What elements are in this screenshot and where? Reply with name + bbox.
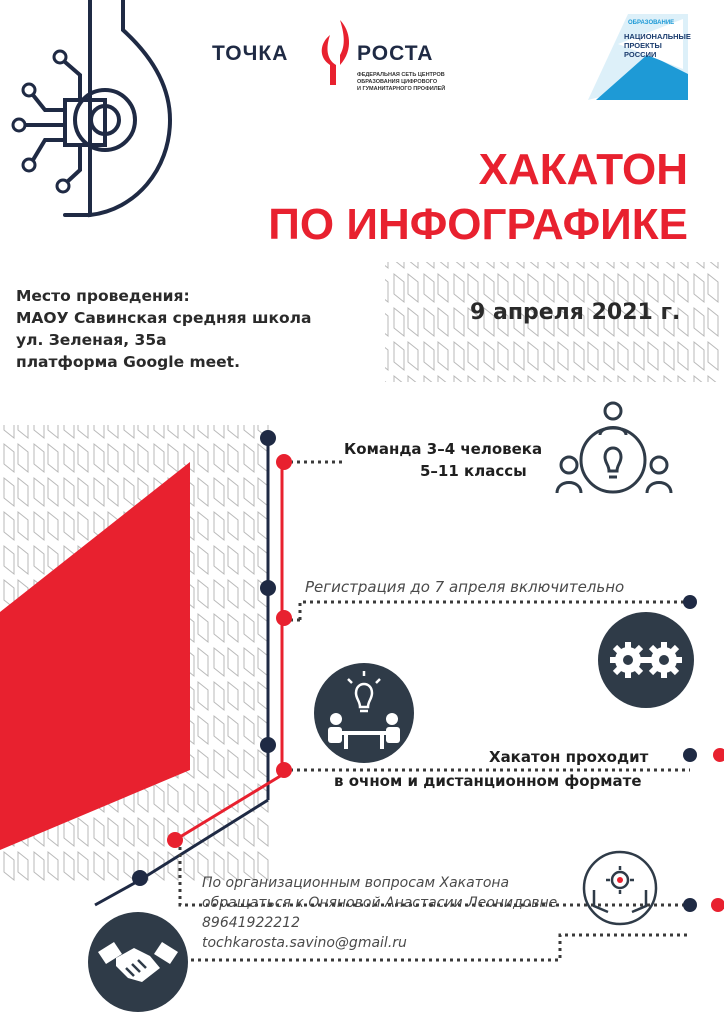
hands-gear-icon <box>582 850 658 926</box>
meeting-icon <box>314 663 414 763</box>
contact-block <box>202 873 557 953</box>
logo-main-text: ТОЧКА <box>212 42 289 65</box>
tochka-rosta-logo <box>212 42 288 66</box>
title-line-1: ХАКАТОН <box>478 145 688 194</box>
format-line-1: Хакатон проходит <box>489 748 649 766</box>
contact-phone: 89641922212 <box>202 915 300 931</box>
contact-line-2: обращаться к Оняновой Анастасии Леонидовне <box>202 895 558 911</box>
contact-line-1: По организационным вопросам Хакатона <box>202 875 510 891</box>
venue-platform: платформа Google meet. <box>16 353 240 371</box>
sprout-icon <box>316 15 356 85</box>
title-line-2: ПО ИНФОГРАФИКЕ <box>268 200 688 249</box>
venue-school: МАОУ Савинская средняя школа <box>16 309 312 327</box>
venue-address: ул. Зеленая, 35а <box>16 331 167 349</box>
venue-block <box>16 285 346 373</box>
registration-deadline: Регистрация до 7 апреля включительно <box>305 578 625 596</box>
format-line-2: в очном и дистанционном формате <box>334 772 642 790</box>
national-projects-badge: ОБРАЗОВАНИЕ НАЦИОНАЛЬНЫЕ ПРОЕКТЫ РОССИИ <box>588 14 688 100</box>
venue-label: Место проведения: <box>16 287 190 305</box>
lightbulb-circuit-icon <box>5 0 185 220</box>
contact-email[interactable]: tochkarosta.savino@gmail.ru <box>202 935 407 951</box>
logo-second: РОСТА <box>357 42 434 65</box>
logo-subtitle: ФЕДЕРАЛЬНАЯ СЕТЬ ЦЕНТРОВ ОБРАЗОВАНИЯ ЦИФРОВОГО И ГУМАНИТАРНОГО ПРОФИЛЕЙ <box>357 72 446 92</box>
handshake-icon <box>88 912 188 1012</box>
team-idea-icon <box>555 395 675 505</box>
team-grades: 5–11 классы <box>420 462 527 480</box>
gears-icon <box>598 612 694 708</box>
team-size: Команда 3–4 человека <box>344 440 543 458</box>
event-date: 9 апреля 2021 г. <box>470 300 681 325</box>
